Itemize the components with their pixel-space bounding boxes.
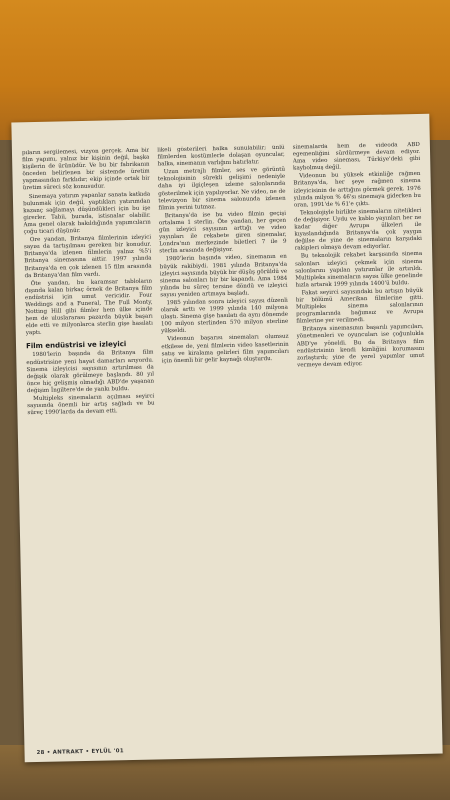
paragraph: Britanya'da ise bu video filmin geçişi ortalama 1 sterlin. Öte yandan, her geçen gün izleyici sayısının arttığı ve video yayınları ile rekabete giren sinemalar, Londra'nın merkezinde biletleri 7 ile 9 sterlin arasında değişiyor. — [158, 210, 287, 255]
paragraph: 1985 yılından sonra izleyici sayısı düzenli olarak arttı ve 1999 yılında 140 milyona ulaştı. Sinema gişe hasılatı da aynı dönemde 100 milyon sterlinden 570 milyon sterline yükseldi. — [160, 297, 289, 335]
paragraph: likeli gösterileri halka sunulabilir; ünlü filmlerden kostümlerle dolaşan oyuncular, halka, sinemanın varlığını hatırlatır. — [157, 144, 285, 168]
paragraph: Videonun bu yüksek etkinliğe rağmen Britanya'da, her şeye rağmen sinema izleyicisinin de arttığını görmek gerek. 1976 yılında milyon % 46'sı sinemaya giderken bu oran, 1991'de % 61'e çıktı. — [293, 171, 422, 209]
paragraph: pıların sergilemesi, vizyon gerçek. Ama bir film yapımı, yalnız bir kişinin değil, başka kişilerin de ürünüdür. Ve bu bir fabrikanın önceden belirlenen bir sistemde üretim yapmasından farklıdır; ekip içinde ortak bir üretim süreci söz konusudur. — [21, 147, 150, 192]
paragraph: Videonun başarısı sinemaları olumsuz etkilese de, yeni filmlerin video kasetlerinin satış ve kiralama gelirleri film yapımcıları için önemli bir gelir kaynağı oluşturdu. — [161, 334, 289, 365]
paragraph: Fakat seyirci sayısındaki bu artışın büyük bir bölümü Amerikan filmlerine gitti. Multipleks sinema salonlarının programlarında bağımsız ve Avrupa filmlerine yer verilmedi. — [295, 287, 424, 325]
magazine-page — [11, 114, 442, 763]
text-columns — [22, 142, 432, 738]
paragraph: Bu teknolojik rekabet karşısında sinema salonları izleyici çekmek için sinema salonlarını yapılan yatırımlar ile artırıldı. Multipleks sinemaların sayısı ülke genelinde hızla artarak 1999 yılında 1400'ü buldu. — [294, 251, 423, 289]
paragraph: Multipleks sinemaların açılması seyirci sayısında önemli bir artış sağladı ve bu süreç 1990'larda da devam etti. — [27, 393, 155, 417]
section-heading: Film endüstrisi ve izleyici — [25, 340, 127, 351]
paragraph: 1980'lerin başında video, sinemanın en büyük rakibiydi. 1981 yılında Britanya'da izleyici sayısında büyük bir düşüş görüldü ve sinema salonları bir bir kapandı. Ama 1984 yılında bu süreç tersine döndü ve izleyici sayısı yeniden artmaya başladı. — [159, 254, 288, 299]
paragraph: Uzun metrajlı filmler, ses ve görüntü teknolojisinin sürekli gelişimi nedeniyle daha iyi ilgiçleşen izleme salonlarında gösterilmek için yapılıyorlar. Ne video, ne de televizyon bir sinema salonunda izlenen filmin yerini tutmaz. — [157, 167, 286, 212]
column-3 — [293, 142, 433, 733]
column-1 — [22, 148, 162, 739]
column-2 — [157, 145, 297, 736]
paragraph: Teknolojiyle birlikte sinemaların nitelikleri de değişiyor. Uydu ve kablo yayınları her ne kadar diğer Avrupa ülkeleri ile kıyaslandığında Britanya'da çok yaygın değilse de yine de sinemaların karşıdaki rakipleri olmaya devam ediyorlar. — [294, 207, 422, 252]
paragraph: sinemalarda hem de videoda ABD egemenliğini sürdürmeye devam ediyor. Ama video sineması, Türkiye'deki gibi kaybolmuş değil. — [292, 141, 421, 172]
page-footer: 28 • ANTRAKT • EYLÜL '01 — [36, 748, 124, 757]
paragraph: Ore yandan, Britanya filmlerinin izleyici sayısı da tartışılması gereken bir konudur. Britanya'da izlenen filmlerin yalnız %5'i Britanya sinemasına aittir. 1997 yılında Britanya'da en çok izlenen 15 film arasında da Britanya'dan film vardı. — [23, 234, 152, 279]
paragraph: Sinemaya yatırım yapanlar sanata katkıda bulunmak için değil, yaptıkları yatırımdan kazanç sağlamayı düşündükleri için bu işe girerler. Tabii, burada, istisnalar olabilir. Ama genel olarak bakıldığında yapımcıların çoğu ticari düşünür. — [22, 191, 151, 236]
paragraph: Britanya sinemasının başarılı yapımcıları, yönetmenleri ve oyuncuları ise çoğunlukla ABD'ye yöneldi. Bu da Britanya film endüstrisinin kendi kimliğini korumasını zorlaştırdı; yine de yerel yapımlar umut vermeye devam ediyor. — [296, 324, 425, 369]
paragraph: Öte yandan, bu karamsar tabloların dışında kalan birkaç örnek de Britanya film endüstrisi için umut vericidir. Four Weddings and a Funeral, The Full Monty, Notting Hill gibi filmler hem ülke içinde hem de uluslararası pazarda büyük başarı elde etti ve milyonlarca sterlin gişe hasılatı yaptı. — [24, 278, 153, 337]
paragraph: 1980'lerin başında da Britanya film endüstrisine yeni hayat damarları arıyordu. Sinema izleyicisi sayısının artırılması da değişik olarak görülmeye başlandı. 80 yıl önce hiç gelişmiş olmadığı ABD'de yaşanan değişim İngiltere'de de yankı buldu. — [26, 349, 155, 395]
